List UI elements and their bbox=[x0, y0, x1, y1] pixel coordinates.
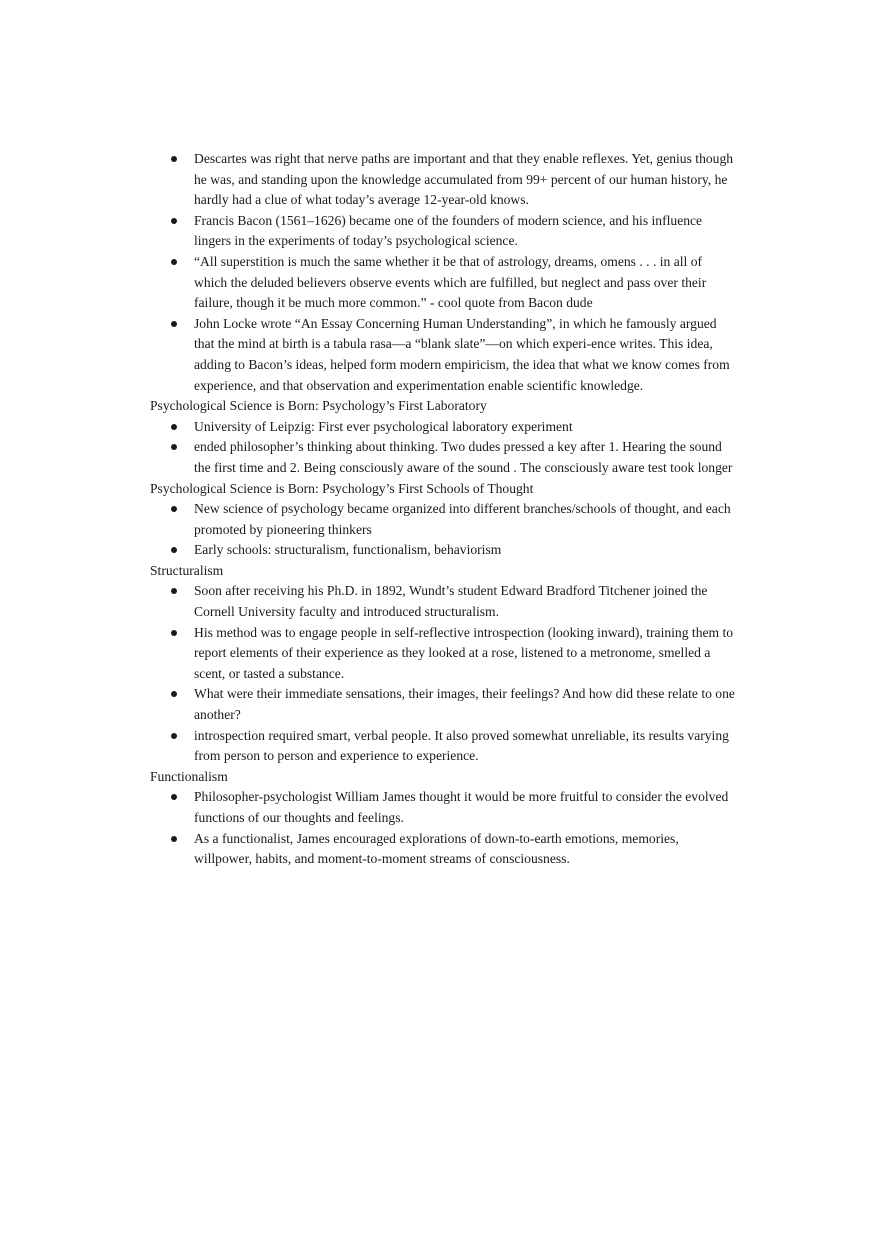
structuralism-bullet-list bbox=[150, 581, 740, 766]
functionalism-bullet-list bbox=[150, 787, 740, 869]
list-item: New science of psychology became organized into different branches/schools of thought, and each promoted by pioneering thinkers bbox=[150, 499, 740, 540]
bullet-dot-icon bbox=[171, 156, 177, 162]
first-laboratory-bullet-list bbox=[150, 417, 740, 479]
list-item: Soon after receiving his Ph.D. in 1892, Wundt’s student Edward Bradford Titchener joined the Cornell University faculty and introduced structuralism. bbox=[150, 581, 740, 622]
list-item: “All superstition is much the same whether it be that of astrology, dreams, omens . . . in all of which the deluded believers observe events which are fulfilled, but neglect and pass over their failure, though it be much more common.” - cool quote from Bacon dude bbox=[150, 252, 740, 314]
section-heading-schools-of-thought: Psychological Science is Born: Psychology’s First Schools of Thought bbox=[150, 480, 534, 496]
bullet-dot-icon bbox=[171, 733, 177, 739]
bullet-dot-icon bbox=[171, 630, 177, 636]
section-heading-functionalism: Functionalism bbox=[150, 768, 228, 784]
list-item: University of Leipzig: First ever psychological laboratory experiment bbox=[150, 417, 740, 438]
list-item: John Locke wrote “An Essay Concerning Human Understanding”, in which he famously argued that the mind at birth is a tabula rasa—a “blank slate”—on which experi-ence writes. This idea, adding to Bacon’s ideas, helped form modern empiricism, the idea that what we know comes from experience, and that observation and experimentation enable scientific knowledge. bbox=[150, 314, 740, 396]
list-item: What were their immediate sensations, their images, their feelings? And how did these relate to one another? bbox=[150, 684, 740, 725]
bullet-dot-icon bbox=[171, 321, 177, 327]
list-item: ended philosopher’s thinking about thinking. Two dudes pressed a key after 1. Hearing the sound the first time and 2. Being consciously aware of the sound . The consciously aware test took longer bbox=[150, 437, 740, 478]
bullet-dot-icon bbox=[171, 588, 177, 594]
bullet-dot-icon bbox=[171, 691, 177, 697]
list-item: Francis Bacon (1561–1626) became one of the founders of modern science, and his influence lingers in the experiments of today’s psychological science. bbox=[150, 211, 740, 252]
schools-of-thought-bullet-list bbox=[150, 499, 740, 561]
bullet-dot-icon bbox=[171, 506, 177, 512]
bullet-dot-icon bbox=[171, 259, 177, 265]
list-item: His method was to engage people in self-reflective introspection (looking inward), training them to report elements of their experience as they looked at a rose, listened to a metronome, smelled a scent, or tasted a substance. bbox=[150, 623, 740, 685]
list-item: Early schools: structuralism, functionalism, behaviorism bbox=[150, 540, 740, 561]
notes-body bbox=[150, 149, 740, 870]
bullet-dot-icon bbox=[171, 444, 177, 450]
bullet-dot-icon bbox=[171, 794, 177, 800]
bullet-dot-icon bbox=[171, 836, 177, 842]
section-heading-first-laboratory: Psychological Science is Born: Psychology’s First Laboratory bbox=[150, 398, 487, 414]
list-item: Philosopher-psychologist William James thought it would be more fruitful to consider the evolved functions of our thoughts and feelings. bbox=[150, 787, 740, 828]
section-heading-structuralism: Structuralism bbox=[150, 562, 224, 578]
bullet-dot-icon bbox=[171, 424, 177, 430]
list-item: Descartes was right that nerve paths are important and that they enable reflexes. Yet, genius though he was, and standing upon the knowledge accumulated from 99+ percent of our human history, he hardly had a clue of what today’s average 12-year-old knows. bbox=[150, 149, 740, 211]
intro-bullet-list bbox=[150, 149, 740, 396]
bullet-dot-icon bbox=[171, 547, 177, 553]
list-item: introspection required smart, verbal people. It also proved somewhat unreliable, its results varying from person to person and experience to experience. bbox=[150, 726, 740, 767]
list-item: As a functionalist, James encouraged explorations of down-to-earth emotions, memories, willpower, habits, and moment-to-moment streams of consciousness. bbox=[150, 829, 740, 870]
bullet-dot-icon bbox=[171, 218, 177, 224]
